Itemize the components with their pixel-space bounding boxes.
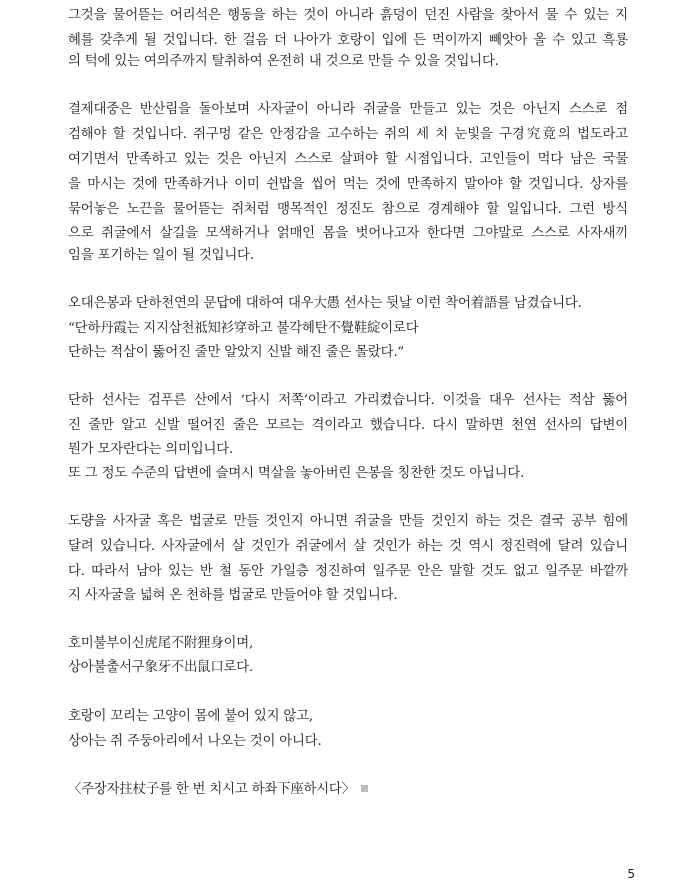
paragraph-2-line-2: 검해야 할 것입니다. 쥐구멍 같은 안정감을 고수하는 쥐의 세 치 눈빛을 구경究竟의 법도라고 [68,127,628,142]
paragraph-4-line-4: 또 그 정도 수준의 답변에 슬며시 멱살을 놓아버린 은봉을 칭찬한 것도 아닙니다. [68,466,525,481]
paragraph-2-line-6: 으로 쥐굴에서 살길을 모색하거나 얽매인 몸을 벗어나고자 한다면 그야말로 스스로 사자새끼 [68,226,628,241]
page-number: 5 [627,867,635,881]
paragraph-1-line-3: 의 턱에 있는 여의주까지 탈취하여 온전히 내 것으로 만들 수 있을 것입니다. [68,54,499,69]
paragraph-4-line-2: 진 줄만 알고 신발 떨어진 줄은 모르는 격이라고 했습니다. 다시 말하면 천연 선사의 답변이 [68,418,628,433]
verse-line-2: 상아불출서구象牙不出鼠口로다. [68,660,254,675]
paragraph-3-quote-line-1: “단하丹霞는 지지삼천祗知衫穿하고 불각혜탄不覺鞋綻이로다 [68,321,419,336]
paragraph-2-line-7: 임을 포기하는 일이 될 것입니다. [68,248,254,263]
paragraph-5-line-4: 지 사자굴을 넓혀 온 천하를 법굴로 만들어야 할 것입니다. [68,588,398,603]
paragraph-3-quote-line-2: 단하는 적삼이 뚫어진 줄만 알았지 신발 해진 줄은 몰랐다.” [68,345,405,360]
paragraph-5-line-2: 달려 있습니다. 사자굴에서 살 것인가 쥐굴에서 살 것인가 하는 것 역시 정진력에 달려 있습니 [68,539,628,554]
paragraph-5-line-3: 다. 따라서 남아 있는 반 철 동안 가일층 정진하여 일주문 안은 말할 것도 없고 일주문 바깥까 [68,564,628,579]
closing-note-text: 〈주장자拄杖子를 한 번 치시고 하좌下座하시다〉 [68,782,355,797]
verse-translation-line-1: 호랑이 꼬리는 고양이 몸에 붙어 있지 않고, [68,709,313,724]
verse-line-1: 호미불부이신虎尾不附狸身이며, [68,636,254,651]
paragraph-5-line-1: 도량을 사자굴 혹은 법굴로 만들 것인지 아니면 쥐굴을 만들 것인지 하는 것은 결국 공부 힘에 [68,514,628,529]
paragraph-4-line-3: 뭔가 모자란다는 의미입니다. [68,442,233,457]
paragraph-1-line-1: 그것을 물어뜯는 어리석은 행동을 하는 것이 아니라 흙덩이 던진 사람을 찾아서 물 수 있는 지 [68,8,628,23]
paragraph-2-line-3: 여기면서 만족하고 있는 것은 아닌지 스스로 살펴야 할 시점입니다. 고인들이 먹다 남은 국물 [68,152,628,167]
paragraph-2-line-5: 묶어놓은 노끈을 물어뜯는 쥐처럼 맹목적인 정진도 참으로 경계해야 할 일입니다. 그런 방식 [68,202,628,217]
verse-translation-line-2: 상아는 쥐 주둥아리에서 나오는 것이 아니다. [68,734,322,749]
paragraph-3-line-1: 오대은봉과 단하천연의 문답에 대하여 대우大愚 선사는 뒷날 이런 착어着語를 남겼습니다. [68,296,582,311]
paragraph-1-line-2: 혜를 갖추게 될 것입니다. 한 걸음 더 나아가 호랑이 입에 든 먹이까지 빼앗아 올 수 있고 흑룡 [68,33,628,48]
paragraph-2-line-1: 결제대중은 반산림을 돌아보며 사자굴이 아니라 쥐굴을 만들고 있는 것은 아닌지 스스로 점 [68,102,628,117]
paragraph-2-line-4: 을 마시는 것에 만족하거나 이미 쉰밥을 씹어 먹는 것에 만족하지 말아야 할 것입니다. 상자를 [68,177,628,192]
closing-note [68,778,628,802]
paragraph-4-line-1: 단하 선사는 검푸른 산에서 ‘다시 저쪽’이라고 가리켰습니다. 이것을 대우 선사는 적삼 뚫어 [68,393,628,408]
end-mark-icon [361,785,368,792]
